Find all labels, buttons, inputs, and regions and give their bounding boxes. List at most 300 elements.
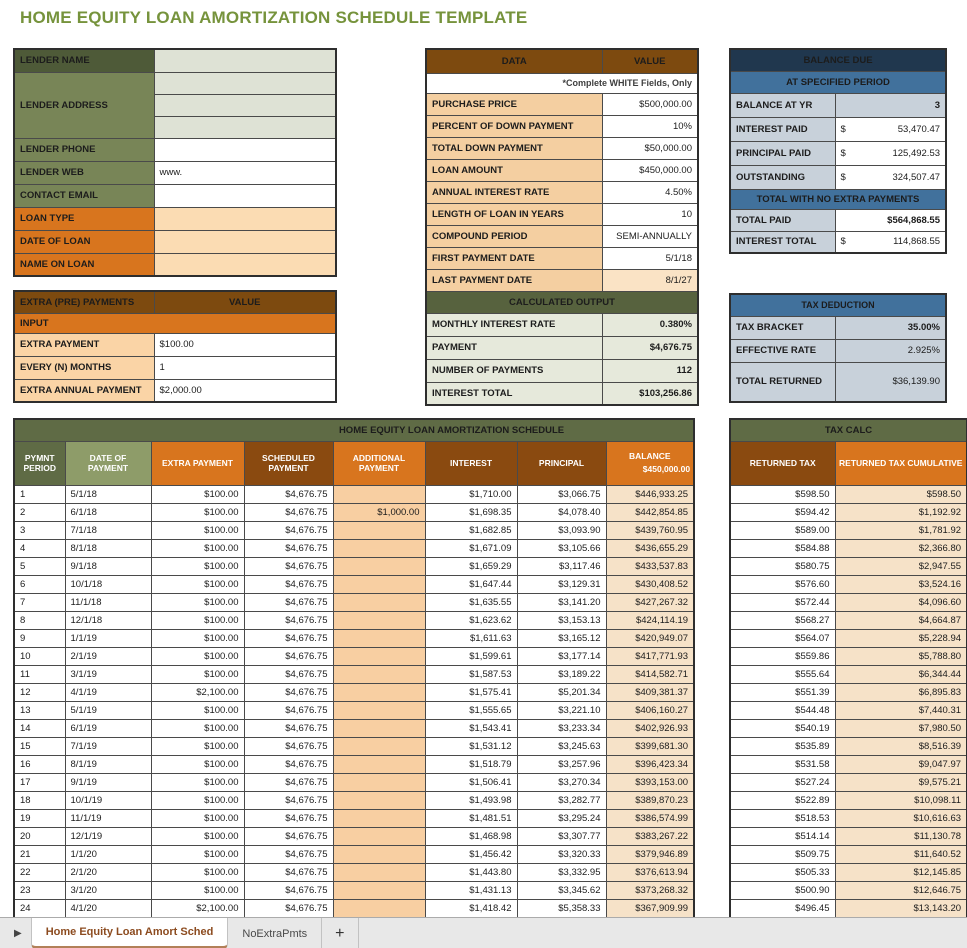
cell-interest[interactable]: $1,506.41 <box>425 774 517 792</box>
cell-balance[interactable]: $367,909.99 <box>606 900 694 918</box>
sheet-nav-button[interactable] <box>0 918 31 948</box>
cell-additional-payment[interactable] <box>333 540 425 558</box>
cell-interest[interactable]: $1,543.41 <box>425 720 517 738</box>
cell-balance[interactable]: $376,613.94 <box>606 864 694 882</box>
balance-at-yr-input[interactable]: 3 <box>835 93 946 117</box>
total-paid-value[interactable]: $564,868.55 <box>835 209 946 231</box>
cell-extra-payment[interactable]: $100.00 <box>151 594 244 612</box>
cell-principal[interactable]: $3,233.34 <box>517 720 606 738</box>
cell-extra-payment[interactable]: $100.00 <box>151 558 244 576</box>
cell-additional-payment[interactable] <box>333 558 425 576</box>
cell-pymnt-period[interactable]: 1 <box>14 486 65 504</box>
cell-returned-tax[interactable]: $598.50 <box>730 486 835 504</box>
cell-returned-tax[interactable]: $584.88 <box>730 540 835 558</box>
cell-additional-payment[interactable] <box>333 882 425 900</box>
cell-date-of-payment[interactable]: 2/1/19 <box>65 648 151 666</box>
cell-extra-payment[interactable]: $2,100.00 <box>151 900 244 918</box>
cell-additional-payment[interactable] <box>333 702 425 720</box>
cell-scheduled-payment[interactable]: $4,676.75 <box>244 720 333 738</box>
outstanding-label: OUTSTANDING <box>730 165 835 189</box>
cell-extra-payment[interactable]: $100.00 <box>151 774 244 792</box>
add-sheet-button[interactable] <box>322 918 358 948</box>
monthly-interest-rate-value[interactable]: 0.380% <box>602 313 698 336</box>
cell-additional-payment[interactable] <box>333 846 425 864</box>
cell-extra-payment[interactable]: $100.00 <box>151 630 244 648</box>
cell-interest[interactable]: $1,443.80 <box>425 864 517 882</box>
cell-principal[interactable]: $3,153.13 <box>517 612 606 630</box>
cell-interest[interactable]: $1,635.55 <box>425 594 517 612</box>
principal-paid-value[interactable] <box>835 141 946 165</box>
cell-extra-payment[interactable]: $100.00 <box>151 486 244 504</box>
total-returned-value[interactable]: $36,139.90 <box>835 362 946 402</box>
cell-returned-tax-cumulative[interactable]: $5,788.80 <box>835 648 967 666</box>
lender-name-input[interactable] <box>154 49 336 72</box>
cell-date-of-payment[interactable]: 2/1/20 <box>65 864 151 882</box>
cell-returned-tax-cumulative[interactable]: $2,366.80 <box>835 540 967 558</box>
cell-additional-payment[interactable] <box>333 648 425 666</box>
cell-balance[interactable]: $424,114.19 <box>606 612 694 630</box>
col-header-extra-payment: EXTRA PAYMENT <box>151 442 244 486</box>
col-header-principal: PRINCIPAL <box>517 442 606 486</box>
cell-extra-payment[interactable]: $100.00 <box>151 846 244 864</box>
cell-pymnt-period[interactable]: 12 <box>14 684 65 702</box>
cell-interest[interactable]: $1,555.65 <box>425 702 517 720</box>
annual-interest-rate-input[interactable]: 4.50% <box>602 181 698 203</box>
cell-returned-tax-cumulative[interactable]: $12,646.75 <box>835 882 967 900</box>
cell-scheduled-payment[interactable]: $4,676.75 <box>244 864 333 882</box>
cell-balance[interactable]: $420,949.07 <box>606 630 694 648</box>
cell-pymnt-period[interactable]: 14 <box>14 720 65 738</box>
cell-returned-tax-cumulative[interactable]: $6,344.44 <box>835 666 967 684</box>
cell-date-of-payment[interactable]: 11/1/19 <box>65 810 151 828</box>
cell-returned-tax[interactable]: $576.60 <box>730 576 835 594</box>
cell-returned-tax[interactable]: $580.75 <box>730 558 835 576</box>
cell-scheduled-payment[interactable]: $4,676.75 <box>244 846 333 864</box>
currency-symbol: $ <box>840 147 846 159</box>
cell-balance[interactable]: $409,381.37 <box>606 684 694 702</box>
cell-scheduled-payment[interactable]: $4,676.75 <box>244 882 333 900</box>
cell-scheduled-payment[interactable]: $4,676.75 <box>244 684 333 702</box>
cell-returned-tax-cumulative[interactable]: $10,616.63 <box>835 810 967 828</box>
cell-pymnt-period[interactable]: 10 <box>14 648 65 666</box>
cell-additional-payment[interactable] <box>333 612 425 630</box>
cell-interest[interactable]: $1,418.42 <box>425 900 517 918</box>
cell-interest[interactable]: $1,659.29 <box>425 558 517 576</box>
cell-date-of-payment[interactable]: 1/1/20 <box>65 846 151 864</box>
cell-principal[interactable]: $3,257.96 <box>517 756 606 774</box>
cell-balance[interactable]: $399,681.30 <box>606 738 694 756</box>
cell-interest[interactable]: $1,647.44 <box>425 576 517 594</box>
cell-principal[interactable]: $3,320.33 <box>517 846 606 864</box>
last-payment-date-value[interactable]: 8/1/27 <box>602 269 698 291</box>
cell-returned-tax[interactable]: $551.39 <box>730 684 835 702</box>
cell-returned-tax-cumulative[interactable]: $8,516.39 <box>835 738 967 756</box>
cell-returned-tax-cumulative[interactable]: $7,440.31 <box>835 702 967 720</box>
cell-returned-tax[interactable]: $500.90 <box>730 882 835 900</box>
cell-returned-tax-cumulative[interactable]: $1,781.92 <box>835 522 967 540</box>
cell-returned-tax[interactable]: $496.45 <box>730 900 835 918</box>
lender-phone-input[interactable] <box>154 138 336 161</box>
cell-date-of-payment[interactable]: 3/1/19 <box>65 666 151 684</box>
cell-returned-tax-cumulative[interactable]: $2,947.55 <box>835 558 967 576</box>
cell-additional-payment[interactable] <box>333 756 425 774</box>
cell-pymnt-period[interactable]: 23 <box>14 882 65 900</box>
cell-principal[interactable]: $4,078.40 <box>517 504 606 522</box>
cell-scheduled-payment[interactable]: $4,676.75 <box>244 666 333 684</box>
cell-pymnt-period[interactable]: 20 <box>14 828 65 846</box>
cell-extra-payment[interactable]: $100.00 <box>151 666 244 684</box>
cell-pymnt-period[interactable]: 24 <box>14 900 65 918</box>
cell-date-of-payment[interactable]: 4/1/19 <box>65 684 151 702</box>
cell-interest[interactable]: $1,493.98 <box>425 792 517 810</box>
cell-returned-tax-cumulative[interactable]: $11,130.78 <box>835 828 967 846</box>
cell-balance[interactable]: $373,268.32 <box>606 882 694 900</box>
loan-type-label: LOAN TYPE <box>14 207 154 230</box>
cell-principal[interactable]: $3,093.90 <box>517 522 606 540</box>
cell-additional-payment[interactable] <box>333 792 425 810</box>
cell-date-of-payment[interactable]: 6/1/18 <box>65 504 151 522</box>
cell-returned-tax[interactable]: $527.24 <box>730 774 835 792</box>
tab-noextrapmts[interactable] <box>228 918 322 948</box>
cell-returned-tax[interactable]: $505.33 <box>730 864 835 882</box>
cell-pymnt-period[interactable]: 11 <box>14 666 65 684</box>
cell-extra-payment[interactable]: $100.00 <box>151 882 244 900</box>
first-payment-date-input[interactable]: 5/1/18 <box>602 247 698 269</box>
cell-scheduled-payment[interactable]: $4,676.75 <box>244 522 333 540</box>
cell-returned-tax-cumulative[interactable]: $7,980.50 <box>835 720 967 738</box>
cell-extra-payment[interactable]: $100.00 <box>151 792 244 810</box>
purchase-price-input[interactable]: $500,000.00 <box>602 93 698 115</box>
total-no-extra-subtitle: TOTAL WITH NO EXTRA PAYMENTS <box>730 189 946 209</box>
cell-additional-payment[interactable] <box>333 720 425 738</box>
cell-scheduled-payment[interactable]: $4,676.75 <box>244 774 333 792</box>
cell-extra-payment[interactable]: $100.00 <box>151 738 244 756</box>
cell-balance[interactable]: $402,926.93 <box>606 720 694 738</box>
name-on-loan-input[interactable] <box>154 253 336 276</box>
cell-principal[interactable]: $3,117.46 <box>517 558 606 576</box>
lender-address-input-1[interactable] <box>154 72 336 94</box>
cell-extra-payment[interactable]: $100.00 <box>151 864 244 882</box>
cell-interest[interactable]: $1,682.85 <box>425 522 517 540</box>
cell-returned-tax[interactable]: $555.64 <box>730 666 835 684</box>
cell-date-of-payment[interactable]: 7/1/19 <box>65 738 151 756</box>
cell-extra-payment[interactable]: $100.00 <box>151 756 244 774</box>
cell-returned-tax[interactable]: $509.75 <box>730 846 835 864</box>
cell-returned-tax-cumulative[interactable]: $4,096.60 <box>835 594 967 612</box>
amount: 324,507.47 <box>892 171 941 183</box>
cell-principal[interactable]: $3,105.66 <box>517 540 606 558</box>
extra-payments-title: EXTRA (PRE) PAYMENTS <box>14 291 154 313</box>
cell-date-of-payment[interactable]: 1/1/19 <box>65 630 151 648</box>
cell-principal[interactable]: $3,066.75 <box>517 486 606 504</box>
cell-pymnt-period[interactable]: 16 <box>14 756 65 774</box>
cell-interest[interactable]: $1,456.42 <box>425 846 517 864</box>
cell-scheduled-payment[interactable]: $4,676.75 <box>244 756 333 774</box>
amortization-banner: HOME EQUITY LOAN AMORTIZATION SCHEDULE <box>14 419 694 442</box>
cell-principal[interactable]: $3,270.34 <box>517 774 606 792</box>
cell-scheduled-payment[interactable]: $4,676.75 <box>244 486 333 504</box>
cell-scheduled-payment[interactable]: $4,676.75 <box>244 558 333 576</box>
cell-date-of-payment[interactable]: 12/1/18 <box>65 612 151 630</box>
cell-balance[interactable]: $436,655.29 <box>606 540 694 558</box>
every-n-months-input[interactable]: 1 <box>154 356 336 379</box>
lender-address-input-3[interactable] <box>154 116 336 138</box>
cell-balance[interactable]: $427,267.32 <box>606 594 694 612</box>
cell-additional-payment[interactable] <box>333 828 425 846</box>
cell-date-of-payment[interactable]: 10/1/19 <box>65 792 151 810</box>
cell-date-of-payment[interactable]: 3/1/20 <box>65 882 151 900</box>
cell-date-of-payment[interactable]: 9/1/18 <box>65 558 151 576</box>
cell-interest[interactable]: $1,710.00 <box>425 486 517 504</box>
cell-pymnt-period[interactable]: 6 <box>14 576 65 594</box>
col-header-date-of-payment: DATE OF PAYMENT <box>65 442 151 486</box>
cell-date-of-payment[interactable]: 11/1/18 <box>65 594 151 612</box>
cell-returned-tax-cumulative[interactable]: $10,098.11 <box>835 792 967 810</box>
cell-extra-payment[interactable]: $100.00 <box>151 540 244 558</box>
cell-pymnt-period[interactable]: 3 <box>14 522 65 540</box>
cell-scheduled-payment[interactable]: $4,676.75 <box>244 630 333 648</box>
cell-pymnt-period[interactable]: 8 <box>14 612 65 630</box>
cell-interest[interactable]: $1,481.51 <box>425 810 517 828</box>
cell-balance[interactable]: $439,760.95 <box>606 522 694 540</box>
cell-principal[interactable]: $3,177.14 <box>517 648 606 666</box>
cell-extra-payment[interactable]: $100.00 <box>151 702 244 720</box>
plus-icon: + <box>335 924 345 942</box>
cell-interest[interactable]: $1,575.41 <box>425 684 517 702</box>
cell-additional-payment[interactable] <box>333 594 425 612</box>
cell-additional-payment[interactable] <box>333 486 425 504</box>
cell-pymnt-period[interactable]: 7 <box>14 594 65 612</box>
cell-scheduled-payment[interactable]: $4,676.75 <box>244 540 333 558</box>
monthly-interest-rate-label: MONTHLY INTEREST RATE <box>426 313 602 336</box>
cell-principal[interactable]: $5,201.34 <box>517 684 606 702</box>
cell-principal[interactable]: $3,221.10 <box>517 702 606 720</box>
cell-principal[interactable]: $3,129.31 <box>517 576 606 594</box>
cell-additional-payment[interactable] <box>333 522 425 540</box>
cell-additional-payment[interactable] <box>333 900 425 918</box>
cell-interest[interactable]: $1,671.09 <box>425 540 517 558</box>
cell-returned-tax[interactable]: $531.58 <box>730 756 835 774</box>
cell-scheduled-payment[interactable]: $4,676.75 <box>244 594 333 612</box>
cell-returned-tax[interactable]: $559.86 <box>730 648 835 666</box>
taxcalc-tbody <box>730 486 967 936</box>
cell-scheduled-payment[interactable]: $4,676.75 <box>244 648 333 666</box>
cell-balance[interactable]: $430,408.52 <box>606 576 694 594</box>
cell-date-of-payment[interactable]: 5/1/19 <box>65 702 151 720</box>
cell-principal[interactable]: $5,358.33 <box>517 900 606 918</box>
cell-interest[interactable]: $1,698.35 <box>425 504 517 522</box>
cell-balance[interactable]: $379,946.89 <box>606 846 694 864</box>
cell-returned-tax-cumulative[interactable]: $5,228.94 <box>835 630 967 648</box>
cell-scheduled-payment[interactable]: $4,676.75 <box>244 504 333 522</box>
extra-payment-input[interactable]: $100.00 <box>154 333 336 356</box>
cell-extra-payment[interactable]: $100.00 <box>151 648 244 666</box>
cell-interest[interactable]: $1,587.53 <box>425 666 517 684</box>
interest-paid-value[interactable] <box>835 117 946 141</box>
cell-balance[interactable]: $417,771.93 <box>606 648 694 666</box>
cell-returned-tax-cumulative[interactable]: $598.50 <box>835 486 967 504</box>
cell-balance[interactable]: $383,267.22 <box>606 828 694 846</box>
cell-pymnt-period[interactable]: 15 <box>14 738 65 756</box>
cell-principal[interactable]: $3,295.24 <box>517 810 606 828</box>
cell-additional-payment[interactable] <box>333 774 425 792</box>
cell-returned-tax[interactable]: $594.42 <box>730 504 835 522</box>
cell-date-of-payment[interactable]: 9/1/19 <box>65 774 151 792</box>
cell-interest[interactable]: $1,599.61 <box>425 648 517 666</box>
cell-returned-tax-cumulative[interactable]: $1,192.92 <box>835 504 967 522</box>
cell-extra-payment[interactable]: $100.00 <box>151 828 244 846</box>
payment-value[interactable]: $4,676.75 <box>602 336 698 359</box>
cell-balance[interactable]: $433,537.83 <box>606 558 694 576</box>
cell-pymnt-period[interactable]: 22 <box>14 864 65 882</box>
loan-type-input[interactable] <box>154 207 336 230</box>
lender-web-input[interactable]: www. <box>154 161 336 184</box>
cell-scheduled-payment[interactable]: $4,676.75 <box>244 792 333 810</box>
extra-annual-payment-input[interactable]: $2,000.00 <box>154 379 336 402</box>
cell-returned-tax[interactable]: $589.00 <box>730 522 835 540</box>
cell-interest[interactable]: $1,623.62 <box>425 612 517 630</box>
extra-payments-value-header: VALUE <box>154 291 336 313</box>
cell-pymnt-period[interactable]: 13 <box>14 702 65 720</box>
cell-interest[interactable]: $1,518.79 <box>425 756 517 774</box>
col-header-returned-tax-cumulative: RETURNED TAX CUMULATIVE <box>835 442 967 486</box>
cell-returned-tax[interactable]: $540.19 <box>730 720 835 738</box>
cell-date-of-payment[interactable]: 7/1/18 <box>65 522 151 540</box>
cell-additional-payment[interactable] <box>333 576 425 594</box>
cell-balance[interactable]: $393,153.00 <box>606 774 694 792</box>
total-down-payment-value[interactable]: $50,000.00 <box>602 137 698 159</box>
cell-principal[interactable]: $3,332.95 <box>517 864 606 882</box>
cell-scheduled-payment[interactable]: $4,676.75 <box>244 612 333 630</box>
cell-scheduled-payment[interactable]: $4,676.75 <box>244 900 333 918</box>
loan-length-input[interactable]: 10 <box>602 203 698 225</box>
cell-additional-payment[interactable]: $1,000.00 <box>333 504 425 522</box>
cell-returned-tax[interactable]: $568.27 <box>730 612 835 630</box>
cell-interest[interactable]: $1,431.13 <box>425 882 517 900</box>
cell-additional-payment[interactable] <box>333 684 425 702</box>
cell-extra-payment[interactable]: $100.00 <box>151 576 244 594</box>
cell-returned-tax-cumulative[interactable]: $9,047.97 <box>835 756 967 774</box>
cell-returned-tax-cumulative[interactable]: $12,145.85 <box>835 864 967 882</box>
cell-pymnt-period[interactable]: 2 <box>14 504 65 522</box>
cell-extra-payment[interactable]: $100.00 <box>151 720 244 738</box>
tax-bracket-input[interactable]: 35.00% <box>835 316 946 339</box>
effective-rate-value[interactable]: 2.925% <box>835 339 946 362</box>
cell-returned-tax[interactable]: $522.89 <box>730 792 835 810</box>
amount: 53,470.47 <box>897 123 941 135</box>
cell-principal[interactable]: $3,307.77 <box>517 828 606 846</box>
cell-balance[interactable]: $396,423.34 <box>606 756 694 774</box>
number-of-payments-value[interactable]: 112 <box>602 359 698 382</box>
cell-principal[interactable]: $3,345.62 <box>517 882 606 900</box>
cell-returned-tax[interactable]: $564.07 <box>730 630 835 648</box>
date-of-loan-input[interactable] <box>154 230 336 253</box>
percent-down-input[interactable]: 10% <box>602 115 698 137</box>
cell-returned-tax[interactable]: $544.48 <box>730 702 835 720</box>
cell-pymnt-period[interactable]: 17 <box>14 774 65 792</box>
interest-total-due-value[interactable] <box>835 231 946 253</box>
cell-returned-tax-cumulative[interactable]: $9,575.21 <box>835 774 967 792</box>
cell-date-of-payment[interactable]: 12/1/19 <box>65 828 151 846</box>
cell-interest[interactable]: $1,468.98 <box>425 828 517 846</box>
cell-pymnt-period[interactable]: 18 <box>14 792 65 810</box>
cell-balance[interactable]: $389,870.23 <box>606 792 694 810</box>
cell-extra-payment[interactable]: $2,100.00 <box>151 684 244 702</box>
cell-balance[interactable]: $406,160.27 <box>606 702 694 720</box>
name-on-loan-label: NAME ON LOAN <box>14 253 154 276</box>
cell-returned-tax-cumulative[interactable]: $6,895.83 <box>835 684 967 702</box>
cell-pymnt-period[interactable]: 21 <box>14 846 65 864</box>
contact-email-input[interactable] <box>154 184 336 207</box>
cell-pymnt-period[interactable]: 9 <box>14 630 65 648</box>
cell-additional-payment[interactable] <box>333 630 425 648</box>
cell-principal[interactable]: $3,245.63 <box>517 738 606 756</box>
cell-additional-payment[interactable] <box>333 738 425 756</box>
cell-returned-tax[interactable]: $514.14 <box>730 828 835 846</box>
cell-scheduled-payment[interactable]: $4,676.75 <box>244 810 333 828</box>
cell-extra-payment[interactable]: $100.00 <box>151 522 244 540</box>
cell-pymnt-period[interactable]: 5 <box>14 558 65 576</box>
loan-amount-value[interactable]: $450,000.00 <box>602 159 698 181</box>
cell-returned-tax[interactable]: $535.89 <box>730 738 835 756</box>
cell-balance[interactable]: $386,574.99 <box>606 810 694 828</box>
compound-period-input[interactable]: SEMI-ANNUALLY <box>602 225 698 247</box>
cell-additional-payment[interactable] <box>333 666 425 684</box>
cell-date-of-payment[interactable]: 4/1/20 <box>65 900 151 918</box>
cell-returned-tax[interactable]: $518.53 <box>730 810 835 828</box>
cell-principal[interactable]: $3,141.20 <box>517 594 606 612</box>
cell-scheduled-payment[interactable]: $4,676.75 <box>244 738 333 756</box>
cell-principal[interactable]: $3,282.77 <box>517 792 606 810</box>
tab-home-equity-loan-amort-sched[interactable] <box>31 918 229 948</box>
cell-interest[interactable]: $1,611.63 <box>425 630 517 648</box>
effective-rate-label: EFFECTIVE RATE <box>730 339 835 362</box>
interest-total-value[interactable]: $103,256.86 <box>602 382 698 405</box>
cell-date-of-payment[interactable]: 6/1/19 <box>65 720 151 738</box>
cell-date-of-payment[interactable]: 8/1/19 <box>65 756 151 774</box>
cell-date-of-payment[interactable]: 10/1/18 <box>65 576 151 594</box>
lender-address-input-2[interactable] <box>154 94 336 116</box>
cell-date-of-payment[interactable]: 5/1/18 <box>65 486 151 504</box>
cell-scheduled-payment[interactable]: $4,676.75 <box>244 576 333 594</box>
cell-additional-payment[interactable] <box>333 810 425 828</box>
cell-returned-tax-cumulative[interactable]: $11,640.52 <box>835 846 967 864</box>
cell-principal[interactable]: $3,189.22 <box>517 666 606 684</box>
cell-returned-tax-cumulative[interactable]: $4,664.87 <box>835 612 967 630</box>
cell-returned-tax-cumulative[interactable]: $13,143.20 <box>835 900 967 918</box>
col-header-interest: INTEREST <box>425 442 517 486</box>
cell-balance[interactable]: $442,854.85 <box>606 504 694 522</box>
cell-returned-tax[interactable]: $572.44 <box>730 594 835 612</box>
cell-additional-payment[interactable] <box>333 864 425 882</box>
cell-pymnt-period[interactable]: 4 <box>14 540 65 558</box>
date-of-loan-label: DATE OF LOAN <box>14 230 154 253</box>
cell-scheduled-payment[interactable]: $4,676.75 <box>244 702 333 720</box>
cell-interest[interactable]: $1,531.12 <box>425 738 517 756</box>
cell-pymnt-period[interactable]: 19 <box>14 810 65 828</box>
cell-principal[interactable]: $3,165.12 <box>517 630 606 648</box>
cell-date-of-payment[interactable]: 8/1/18 <box>65 540 151 558</box>
cell-balance[interactable]: $446,933.25 <box>606 486 694 504</box>
cell-extra-payment[interactable]: $100.00 <box>151 612 244 630</box>
outstanding-value[interactable] <box>835 165 946 189</box>
cell-scheduled-payment[interactable]: $4,676.75 <box>244 828 333 846</box>
value-header: VALUE <box>602 49 698 73</box>
cell-balance[interactable]: $414,582.71 <box>606 666 694 684</box>
cell-returned-tax-cumulative[interactable]: $3,524.16 <box>835 576 967 594</box>
cell-extra-payment[interactable]: $100.00 <box>151 504 244 522</box>
cell-extra-payment[interactable]: $100.00 <box>151 810 244 828</box>
